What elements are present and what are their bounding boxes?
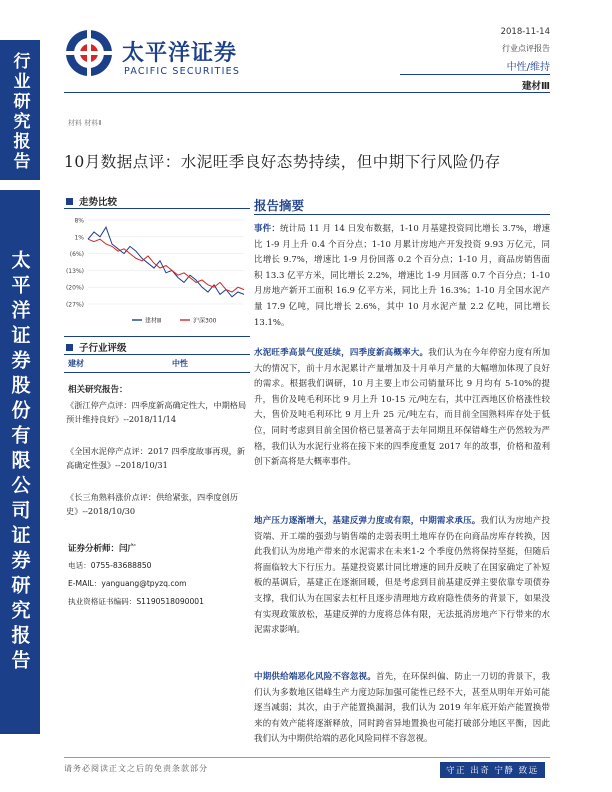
report-date: 2018-11-14 — [500, 27, 550, 37]
footer-disclaimer: 请务必阅读正文之后的免责条款部分 — [64, 764, 208, 773]
analyst-phone: 电话：0755-83688850 — [68, 561, 152, 570]
related-report-2[interactable]: 《全国水泥停产点评：2017 四季度故事再现，新高确定性强》--2018/10/31 — [66, 446, 246, 471]
company-logo-icon — [64, 28, 114, 78]
trend-rule-top — [64, 208, 250, 209]
legend-label: 建材Ⅲ — [145, 317, 162, 325]
y-tick-label: (20%) — [65, 284, 84, 292]
related-report-3[interactable]: 《长三角熟料涨价点评：供给紧张，四季度创历史》--2018/10/30 — [66, 492, 238, 517]
report-type: 行业点评报告 — [502, 44, 550, 53]
sidebar-top-text: 行业研究报告 — [9, 52, 30, 172]
sector-name: 建材Ⅲ — [522, 81, 550, 92]
y-tick-label: (6%) — [69, 251, 84, 259]
paragraph-lead: 事件： — [254, 224, 280, 234]
y-tick-label: (13%) — [65, 267, 84, 275]
sub-rating-rule — [64, 354, 250, 355]
sub-rating-value: 中性 — [172, 359, 188, 368]
series-line-0 — [88, 227, 244, 297]
summary-heading: 报告摘要 — [254, 198, 305, 213]
y-tick-label: (27%) — [65, 301, 84, 309]
page-title: 10月数据点评：水泥旺季良好态势持续，但中期下行风险仍存 — [64, 153, 501, 171]
trend-rule-bottom — [64, 336, 250, 337]
breadcrumb: 材料 材料Ⅱ — [68, 119, 102, 127]
square-bullet-icon — [66, 198, 73, 205]
brand-name-en: PACIFIC SECURITIES — [124, 66, 241, 77]
analyst-email[interactable]: E-MAIL：yanguang@tpyzq.com — [68, 579, 187, 588]
square-bullet-icon — [66, 344, 73, 351]
sub-rating-rule-bottom — [64, 372, 250, 373]
brand-name-cn: 太平洋证券 — [122, 41, 238, 66]
sidebar-bottom-text: 太平洋证券股份有限公司证券研究报告 — [8, 249, 31, 675]
header-divider — [64, 92, 550, 93]
paragraph-lead: 地产压力逐渐增大，基建反弹力度或有限，中期需求承压。 — [254, 516, 481, 526]
legend-label: 沪深300 — [193, 317, 217, 325]
y-tick-label: 1% — [74, 234, 84, 242]
y-tick-label: 8% — [74, 217, 84, 225]
trend-chart — [62, 212, 250, 334]
paragraph-body: 我们认为房地产投资端、开工端的强劲与销售端的走弱表明土地库存仍在向商品房库存转换，因此我们认为房地产带来的水泥需求在未来1-2 个季度仍然将保持坚挺，但随后将面临较大下行压力。基建投资累计同比增速的回升反映了在国家确定了补短板的基调后，基建正在逐渐回暖，但是考虑到目前基建反弹主要依靠专项债券支撑，我们认为在国家去杠杆且逐步清理地方政府隐性债务的背景下，如果没有实现政策放松，基建反弹的力度将总体有限，无法抵消房地产下行带来的水泥需求影响。 — [254, 516, 550, 636]
paragraph-body: 首先，在环保纠偏、防止一刀切的背景下，我们认为多数地区错峰生产力度边际加强可能性已经不大，甚至从明年开始可能逐当减弱；其次，由于产能置换漏洞，我们认为 2019 年年底开始产能置换带来的有效产能将逐渐释放，同时跨省异地置换也可能打破部分地区平衡，因此我们认为中期供给端的恶化风险同样不容忽视。 — [254, 672, 550, 745]
summary-paragraph-supply — [254, 670, 550, 748]
industry-rating: 中性/维持 — [506, 62, 550, 73]
analyst-license: 执业资格证书编码：S1190518090001 — [68, 597, 204, 606]
sub-rating-name: 建材 — [68, 359, 84, 368]
summary-paragraph-event — [254, 222, 550, 331]
footer-motto: 守正 出奇 宁静 致远 — [440, 762, 545, 778]
analyst-heading: 证券分析师：闫广 — [68, 544, 137, 554]
paragraph-body: 我们认为在今年停窑力度有所加大的情况下，前十月水泥累计产量增加及十月单月产量的大幅增加体现了良好的需求。根据我们调研，10 月主要上市公司销量环比 9 月均有 5-10%的提升，售价及吨毛利环比 9 月上升 10-15 元/吨左右，其中江西地区价格涨性较大，售价及吨毛利环比 9 月上升 25 元/吨左右，而目前全国熟料库存处于低位，同时考虑到目前全国价格已显著高于去年同期且环保错峰生产仍然较为严格，我们认为水泥行业将在接下来的四季度重复 2017 年的故事，价格和盈利创下新高将是大概率事件。 — [254, 348, 550, 468]
series-line-1 — [88, 239, 244, 292]
trend-heading: 走势比较 — [66, 194, 117, 208]
sub-rating-heading: 子行业评级 — [66, 340, 127, 354]
header-divider-right — [400, 74, 550, 75]
summary-paragraph-property — [254, 514, 550, 639]
paragraph-lead: 中期供给端恶化风险不容忽视。 — [254, 672, 376, 682]
related-report-1[interactable]: 《浙江停产点评：四季度新高确定性大，中期格局预计维持良好》--2018/11/14 — [66, 400, 247, 425]
related-heading: 相关研究报告： — [68, 385, 128, 395]
paragraph-lead: 水泥旺季高景气度延续，四季度新高概率大。 — [254, 348, 429, 358]
summary-rule — [254, 214, 550, 215]
summary-paragraph-demand — [254, 346, 550, 471]
paragraph-body: 统计局 11 月 14 日发布数据，1-10 月基建投资同比增长 3.7%，增速比 1-9 月上升 0.4 个百分点；1-10 月累计房地产开发投资 9.93 万亿元，同比增长 9.7%，增速比 1-9 月份回落 0.2 个百分点；1-10 月，商品房销售面积 13.3 亿平方米，同比增长 2.2%，增速比 1-9 月回落 0.7 个百分点；1-10 月房地产新开工面积 16.9 亿平方米，同比上升 16.3%；1-10 月全国水泥产量 17.9 亿吨，同比增长 2.6%，其中 10 月水泥产量 2.2 亿吨，同比增长 13.1%。 — [254, 224, 550, 328]
footer-rule — [64, 757, 550, 758]
